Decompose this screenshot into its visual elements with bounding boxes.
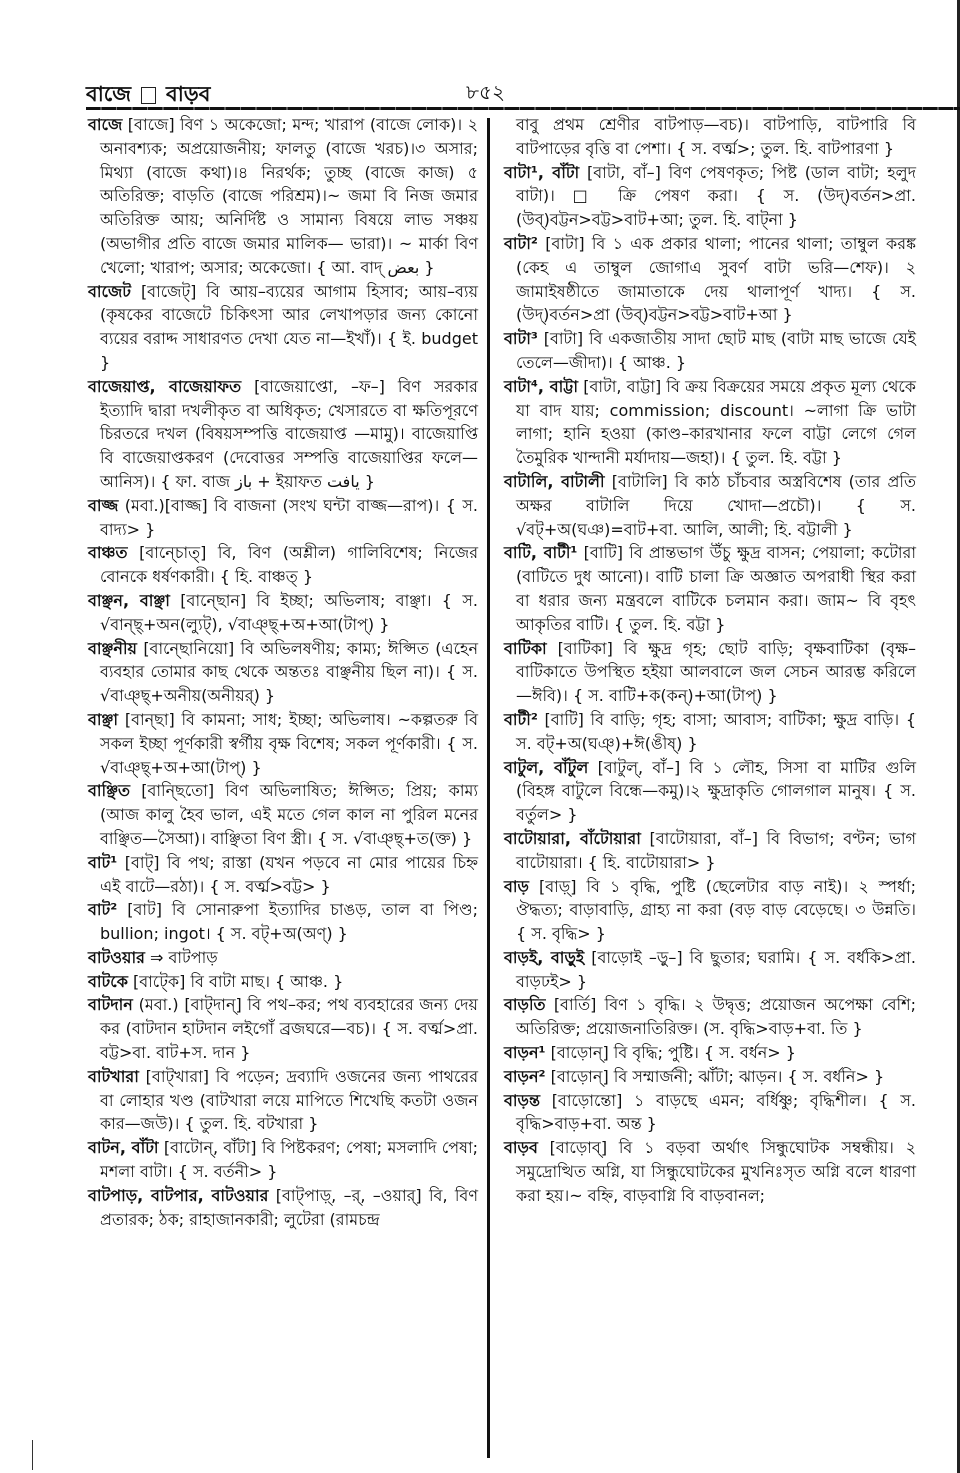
dictionary-entry [88,494,478,542]
page-header [86,76,960,106]
entry-headword: বাটালি, বাটালী [504,471,605,491]
left-column [88,113,478,1231]
dictionary-entry [88,1065,478,1136]
dictionary-entry [88,898,478,946]
page-edge-mark [32,1440,33,1470]
dictionary-entry [504,1065,916,1089]
entry-headword: বাটকে [88,971,128,991]
entry-headword: বাটা³ [504,329,538,349]
entry-headword: বাটপাড়, বাটপার, বাটওয়ার [88,1185,269,1205]
dictionary-entry [504,1041,916,1065]
entry-headword: বাড়ন্ত [504,1090,540,1110]
dictionary-entry [88,1136,478,1184]
dictionary-entry [504,232,916,327]
dictionary-entry [88,113,478,280]
guide-word-first: বাজে [86,82,132,106]
entry-definition: [বান্চোত্] বি, বিণ (অশ্লীল) গালিবিশেষ; নিজের বোনকে ধর্ষণকারী। { হি. বাঞ্চত্ } [100,543,478,587]
entry-definition: [বাটা] বি একজাতীয় সাদা ছোট মাছ (বাটা মাছ ভাজে যেই তেলে—জীদা)। { আঞ্চ. } [516,329,916,372]
entry-headword: বাটওয়ার [88,947,145,967]
right-column [504,113,916,1208]
entry-headword: বাড়ই, বাড়ুই [504,947,585,967]
dictionary-entry [504,708,916,756]
entry-definition: [বার্তি] বিণ ১ বৃদ্ধি। ২ উদ্বৃত্ত; প্রয়োজন অপেক্ষা বেশি; অতিরিক্ত; প্রয়োজনাতিরিক্ত। (স. বৃদ্ধি>বাড়+বা. তি } [516,995,916,1039]
entry-headword: বাঞ্ছনীয় [88,638,137,658]
entry-definition: [বাটোন্, বাঁটা] বি পিষ্টকরণ; পেষা; মসলাদি পেষা; মশলা বাটা। { স. বর্তনী> } [100,1138,478,1182]
header-rule [86,107,960,110]
entry-definition: [বাট্] বি পথ; রাস্তা (যখন পড়বে না মোর পায়ের চিহ্ন এই বাটে—রঠা)। { স. বর্ত্ম>বট্ট> } [100,852,478,896]
entry-headword: বাড়ন² [504,1066,546,1086]
entry-definition: [বাড়োন্তো] ১ বাড়ছে এমন; বর্ধিষ্ণু; বৃদ্ধিশীল। { স. বৃদ্ধি>বাড়+বা. অন্ত } [516,1090,917,1134]
dictionary-entry [504,327,916,375]
entry-headword: বাটী² [504,709,538,729]
entry-headword: বাটোয়ারা, বাঁটোয়ারা [504,828,641,848]
entry-headword: বাড়তি [504,995,546,1015]
entry-headword: বাটখারা [88,1066,139,1086]
entry-headword: বাঞ্ছা [88,709,119,729]
dictionary-entry [504,756,916,827]
entry-headword: বাটি, বাটী¹ [504,543,578,563]
entry-definition: [বান্ছোনিয়ো] বি অভিলষণীয়; কাম্য; ঈপ্সিত (এহেন ব্যবহার তোমার কাছ থেকে অন্ততঃ বাঞ্ছনীয় ছিল না)। { স. √বাঞ্ছ্+অনীয়(অনীয়র্) } [100,638,478,706]
entry-definition: [বাটুল্, বাঁ–] বি ১ লৌহ, সিসা বা মাটির গুলি (বিহঙ্গ বাটুলে বিন্ধে—কমু)।২ ক্ষুদ্রাকৃতি গোলগাল মানুষ। { স. বর্তুল> } [516,757,917,825]
entry-headword: বাটদান [88,995,133,1015]
entry-headword: বাট¹ [88,852,118,872]
dictionary-entry [504,113,916,161]
dictionary-entry [504,1136,916,1207]
entry-definition: বাবু প্রথম শ্রেণীর বাটপাড়—বচ)। বাটপাড়ি, বাটপারি বি বাটপাড়ের বৃত্তি বা পেশা। { স. বর্ত্ম>; তুল. হি. বাটপারণা } [516,115,916,158]
entry-definition: [বাজে] বিণ ১ অকেজো; মন্দ; খারাপ (বাজে লোক)। ২ অনাবশ্যক; অপ্রয়োজনীয়; ফালতু (বাজে খরচ)।৩ অসার; মিথ্যা (বাজে কথা)।৪ নিরর্থক; তুচ্ছ (বাজে কাজ) ৫ অতিরিক্ত; বাড়তি (বাজে পরিশ্রম)।~ জমা বি নিজ জমার অতিরিক্ত আয়; অনির্দিষ্ট ও সামান্য বিষয়ে লাভ সঞ্চয় (অভাগীর প্রতি বাজে জমার মালিক— ভারা)। ~ মার্কা বিণ খেলো; খারাপ; অসার; অকেজো। { আ. বাদ্ بعض } [100,115,478,277]
entry-definition: [বাজেয়াপ্তো, –ফ–] বিণ সরকার ইত্যাদি দ্বারা দখলীকৃত বা অধিকৃত; খেসারতে বা ক্ষতিপূরণে চিরতরে দখল (বিষয়সম্পত্তি বাজেয়াপ্ত —মামু)। বাজেয়াপ্তি বি বাজেয়াপ্তকরণ (দেবোত্তর সম্পত্তি বাজেয়াপ্তির ফলে—আনিস)। { ফা. বাজ باز + ইয়াফত یافت } [100,376,478,491]
entry-definition: [বান্ছোন] বি ইচ্ছা; অভিলাষ; বাঞ্ছা। { স. √বান্ছ্+অন(ল্যুট্), √বাঞ্ছ্+অ+আ(টাপ্) } [100,590,478,634]
entry-headword: বাজেট [88,281,132,301]
dictionary-entry [504,1089,916,1137]
entry-headword: বাটা² [504,233,538,253]
page-number: ৮৫২ [466,80,505,104]
dictionary-entry [504,637,916,708]
entry-headword: বাড় [504,876,529,896]
dictionary-entry [88,946,478,970]
entry-headword: বাঞ্ছন, বাঞ্ছা [88,590,170,610]
entry-headword: বাজেয়াপ্ত, বাজেয়াফত [88,376,242,396]
entry-headword: বাটা⁴, বাট্টা [504,376,578,396]
entry-headword: বাঞ্ছিত [88,781,131,801]
entry-definition: [বাড়্] বি ১ বৃদ্ধি, পুষ্টি (ছেলেটার বাড় নাই)। ২ স্পর্ধা; ঔদ্ধত্য; বাড়াবাড়ি, গ্রাহ্য না করা (বড় বাড় বেড়েছে। ৩ উন্নতি। { স. বৃদ্ধি> } [516,876,916,944]
entry-definition: [বাটা, বাট্টা] বি ক্রয় বিক্রয়ের সময়ে প্রকৃত মূল্য থেকে যা বাদ যায়; commission; discount। ~লাগা ক্রি ভাটা লাগা; হানি হওয়া (কাণ্ড–কারখানার ফলে বাট্টা লেগে গেল তৈমুরিক খান্দানী মর্যাদায়—জহা)। { তুল. হি. বট্টা } [516,376,916,468]
entry-definition: [বাটিকা] বি ক্ষুদ্র গৃহ; ছোট বাড়ি; বৃক্ষবাটিকা (বৃক্ষ–বাটিকাতে উপস্থিত হইয়া আলবালে জল সেচন আরম্ভ করিলে—ঈবি)। { স. বাটি+ক(কন্)+আ(টাপ্) } [516,638,916,706]
dictionary-entry [88,708,478,779]
dictionary-entry [88,993,478,1064]
entry-definition: [বাট্কে] বি বাটা মাছ। { আঞ্চ. } [132,971,344,991]
entry-definition: [বাটা] বি ১ এক প্রকার থালা; পানের থালা; তাম্বুল করঙ্ক (কেহ এ তাম্বুল জোগাএ সুবর্ণ বাটা ভরি—শেফ)। ২ জামাইষষ্ঠীতে জামাতাকে দেয় থালাপূর্ণ খাদ্য। { স. (উদ্)বর্তন>প্রা (উব্)বট্টন>বট্ট>বাট+আ } [516,233,917,325]
dictionary-entry [88,779,478,850]
entry-headword: বাটন, বাঁটা [88,1138,159,1158]
entry-definition: [বাড়োই –ড়ু–] বি ছুতার; ঘরামি। { স. বর্ধকি>প্রা. বাড়ঢই> } [516,947,916,991]
entry-headword: বাটা¹, বাঁটা [504,162,580,182]
entry-definition: [বাড়োন্] বি সম্মার্জনী; ঝাঁটা; ঝাড়ন। { স. বর্ধনি> } [550,1066,885,1086]
dictionary-entry [504,161,916,232]
entry-definition: [বাটালি] বি কাঠ চাঁচবার অস্ত্রবিশেষ (তার প্রতি অক্ষর বাটালি দিয়ে খোদা—প্রচৌ)। { স. √বট্+অ(ঘঞ)=বাট+বা. আলি, আলী; হি. বট্টালী } [516,471,917,539]
dictionary-entry [504,875,916,946]
entry-headword: বাড়ব [504,1138,538,1158]
entry-headword: বাড়ন¹ [504,1043,546,1063]
entry-headword: বাজ্জ [88,495,119,515]
entry-headword: বাজে [88,115,123,134]
entry-definition: [বাটোয়ারা, বাঁ–] বি বিভাগ; বণ্টন; ভাগ বাটোয়ারা। { হি. বাটোয়ারা> } [516,828,916,872]
dictionary-entry [88,589,478,637]
dictionary-entry [504,993,916,1041]
entry-definition: ⇒ বাটপাড় [150,947,218,967]
entry-definition: [বাট্পাড়্, –র্, –ওয়ার্] বি, বিণ প্রতারক; ঠক; রাহাজানকারী; লুটেরা (রামচন্দ্র [100,1185,479,1229]
entry-headword: বাটিকা [504,638,547,658]
entry-definition: (মবা.)[বাজ্জ] বি বাজনা (সংখ ঘন্টা বাজ্জ—রাপ)। { স. বাদ্য> } [100,495,478,539]
entry-headword: বাঞ্চত [88,543,128,563]
entry-definition: [বাড়োন্] বি বৃদ্ধি; পুষ্টি। { স. বর্ধন> } [550,1043,796,1063]
dictionary-entry [504,827,916,875]
entry-headword: বাটুল, বাঁটুল [504,757,589,777]
entry-definition: (মবা.) [বাট্দান্] বি পথ–কর; পথ ব্যবহারের জন্য দেয় কর (বাটদান হাটদান লইগোঁ ব্রজঘরে—বচ)। { স. বর্ত্ম>প্রা. বট্ট>বা. বাট+স. দান } [100,995,478,1063]
entry-definition: [বাটি] বি বাড়ি; গৃহ; বাসা; আবাস; বাটিকা; ক্ষুদ্র বাড়ি। { স. বট্+অ(ঘঞ্)+ঈ(ঙীষ্) } [516,709,916,753]
dictionary-entry [88,541,478,589]
entry-definition: [বাজেট্] বি আয়–ব্যয়ের আগাম হিসাব; আয়–ব্যয় (কৃষকের বাজেটে চিকিৎসা আর লেখাপড়ার জন্য কোনো ব্যয়ের বরাদ্দ সাধারণত দেখা যেত না—ইখাঁ)। { ই. budget } [100,281,478,372]
square-separator-icon [141,87,156,104]
entry-headword: বাট² [88,900,118,920]
dictionary-entry [88,280,478,375]
entry-definition: [বান্ছা] বি কামনা; সাধ; ইচ্ছা; অভিলাষ। ~কল্পতরু বি সকল ইচ্ছা পূর্ণকারী স্বর্গীয় বৃক্ষ বিশেষ; সকল পূর্ণকারী। { স. √বাঞ্ছ্+অ+আ(টাপ্) } [100,709,478,777]
entry-definition: [বাটা, বাঁ–] বিণ পেষণকৃত; পিষ্ট (ডাল বাটা; হলুদ বাটা)। □ ক্রি পেষণ করা। { স. (উদ্)বর্তন>প্রা. (উব্)বট্টন>বট্ট>বাট+আ; তুল. হি. বাট্না } [516,162,917,230]
dictionary-entry [504,946,916,994]
entry-definition: [বাটি] বি প্রান্তভাগ উঁচু ক্ষুদ্র বাসন; পেয়ালা; কটোরা (বাটিতে দুধ আনো)। বাটি চালা ক্রি অজ্ঞাত অপরাধী স্থির করা বা ধরার জন্য মন্ত্রবলে বাটিকে চলমান করা। জাম~ বি বৃহৎ আকৃতির বাটি। { তুল. হি. বট্টা } [516,543,917,634]
entry-definition: [বাট] বি সোনারুপা ইত্যাদির চাঙড়, তাল বা পিণ্ড; bullion; ingot। { স. বট্+অ(অণ্) } [100,900,478,944]
entry-definition: [বাট্খারা] বি পড়েন; দ্রব্যাদি ওজনের জন্য পাথরের বা লোহার খণ্ড (বাটখারা লয়ে মাপিতে শিখেছি কতটা ওজন কার—জউ)। { তুল. হি. বটখারা } [100,1066,479,1134]
entry-definition: [বাড়োব্] বি ১ বড়বা অর্থাৎ সিন্ধুঘোটক সম্বন্ধীয়। ২ সমুদ্রোত্থিত অগ্নি, যা সিন্ধুঘোটকের মুখনিঃসৃত অগ্নি বলে ধারণা করা হয়।~ বহ্নি, বাড়বাগ্নি বি বাড়বানল; [516,1138,916,1205]
dictionary-entry [88,637,478,708]
dictionary-entry [88,1184,478,1232]
guide-word-last: বাড়ব [166,82,211,106]
dictionary-entry [504,470,916,541]
dictionary-entry [88,970,478,994]
column-divider [487,118,490,1458]
dictionary-entry [504,541,916,636]
dictionary-entry [504,375,916,470]
entry-definition: [বান্ছিতো] বিণ অভিলাষিত; ঈপ্সিত; প্রিয়; কাম্য (আজ কালু হৈব ভাল, এই মতে গেল কাল না পুরিল মনের বাঞ্ছিত—সৈআ)। বাঞ্ছিতা বিণ স্ত্রী। { স. √বাঞ্ছ্+ত(ক্ত) } [100,781,478,848]
dictionary-entry [88,375,478,494]
dictionary-entry [88,851,478,899]
